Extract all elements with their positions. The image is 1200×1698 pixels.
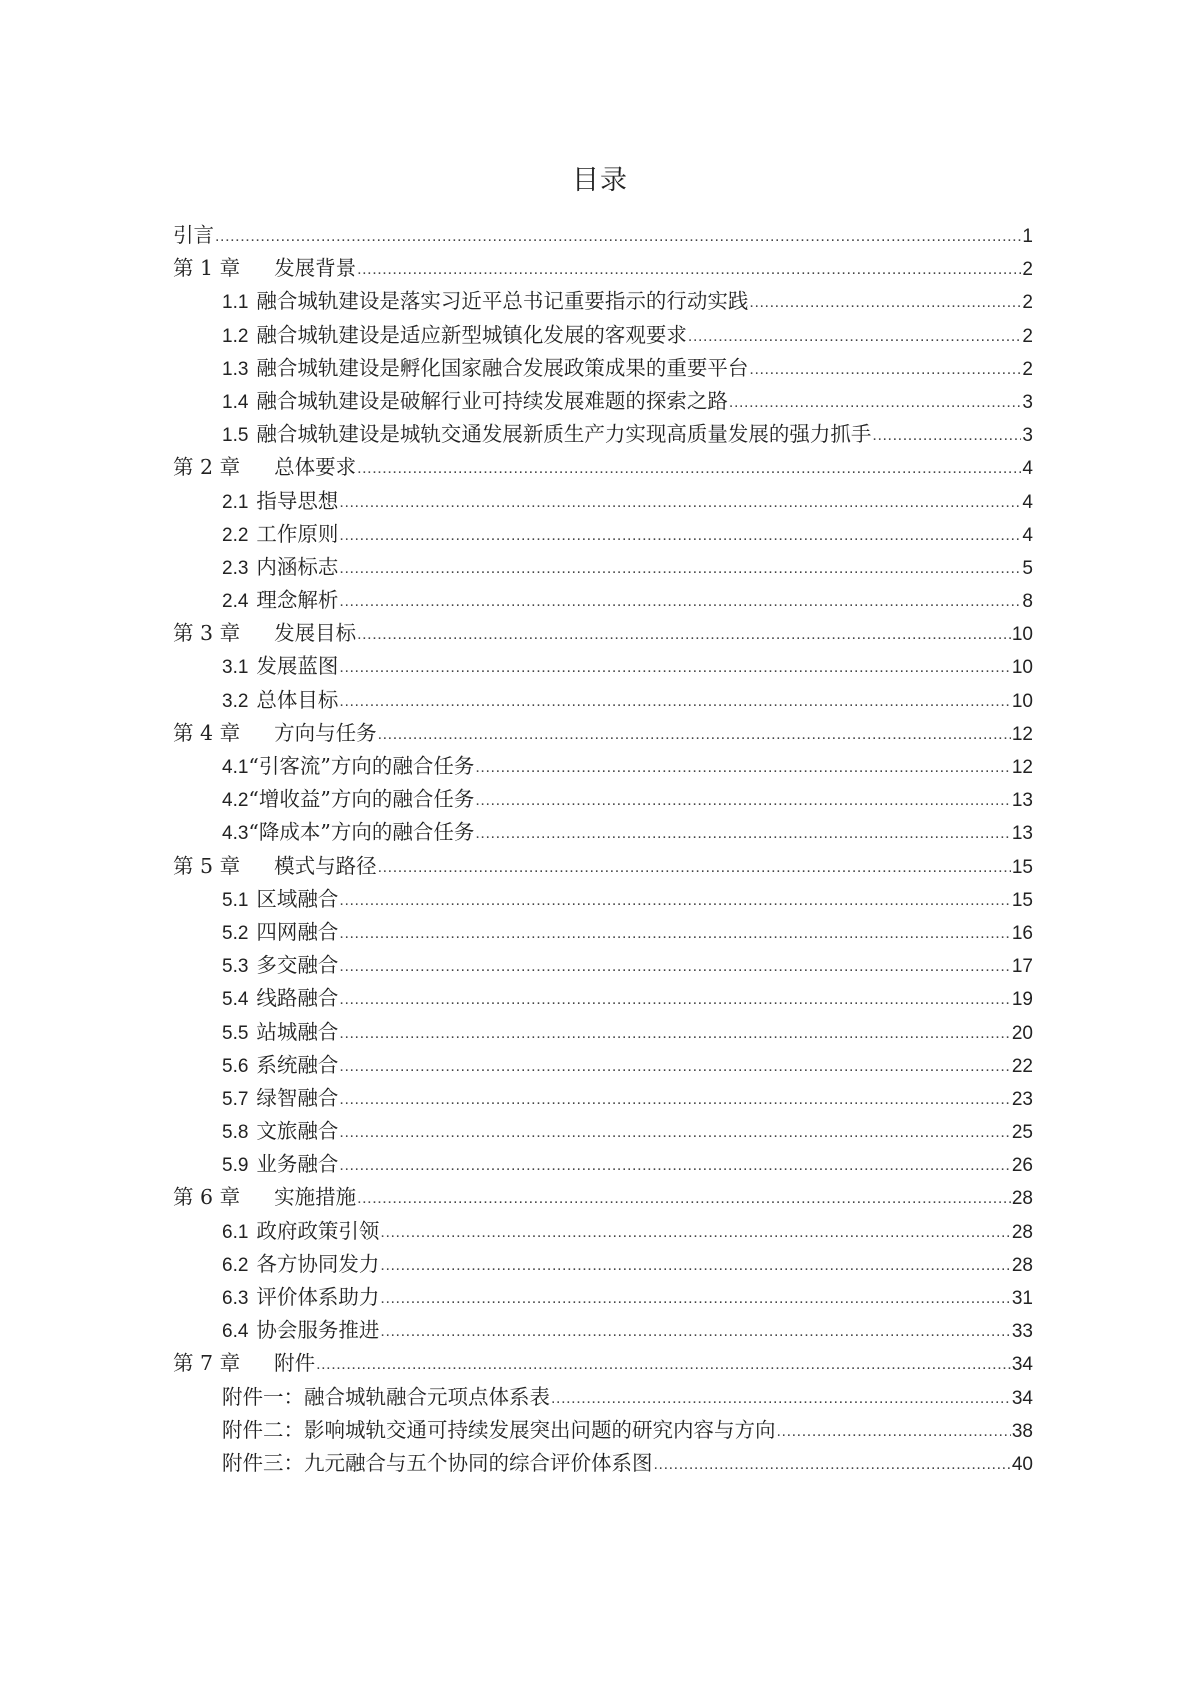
toc-entry-label: 引言 (173, 223, 214, 247)
toc-entry-label: 发展目标 (274, 621, 357, 646)
toc-entry-page-number: 2 (1022, 358, 1033, 380)
toc-entry-page-number: 20 (1011, 1022, 1033, 1044)
toc-entry-page-number: 16 (1011, 922, 1033, 944)
toc-entry-label: 理念解析 (256, 588, 339, 613)
toc-entry-label: 政府政策引领 (256, 1218, 380, 1243)
toc-entry[interactable] (173, 1115, 1033, 1148)
toc-entry[interactable] (173, 285, 1033, 318)
toc-entry-page-number: 10 (1011, 690, 1033, 712)
toc-entry[interactable] (173, 418, 1033, 451)
toc-entry-page-number: 28 (1011, 1254, 1033, 1276)
toc-entry[interactable] (173, 451, 1033, 484)
toc-entry[interactable] (173, 1148, 1033, 1181)
toc-entry-page-number: 23 (1011, 1088, 1033, 1110)
dot-leader (339, 950, 1010, 983)
toc-entry-number: 2.3 (222, 557, 249, 579)
toc-entry-page-number: 17 (1011, 956, 1033, 978)
toc-entry-page-number: 34 (1011, 1354, 1033, 1376)
toc-entry-page-number: 34 (1011, 1387, 1033, 1409)
toc-entry-number: 第 2 章 (173, 455, 241, 480)
toc-entry-label: 融合城轨建设是孵化国家融合发展政策成果的重要平台 (256, 355, 749, 380)
dot-leader (339, 685, 1010, 718)
toc-entry-number: 4.3 (222, 823, 249, 845)
toc-entry[interactable] (173, 982, 1033, 1015)
toc-entry-label: 业务融合 (256, 1152, 339, 1177)
toc-entry[interactable] (173, 319, 1033, 352)
toc-entry-page-number: 12 (1011, 723, 1033, 745)
toc-entry[interactable] (173, 750, 1033, 783)
toc-entry[interactable] (173, 551, 1033, 584)
toc-entry-number: 1.5 (222, 425, 249, 447)
toc-entry-label: 附件一：融合城轨融合元项点体系表 (222, 1384, 550, 1409)
dot-leader (357, 1182, 1011, 1215)
toc-entry-number: 3.2 (222, 690, 249, 712)
toc-entry[interactable] (173, 1381, 1033, 1414)
toc-entry[interactable] (173, 916, 1033, 949)
toc-entry[interactable] (173, 617, 1033, 650)
dot-leader (378, 851, 1011, 884)
dot-leader (777, 1415, 1011, 1448)
toc-entry[interactable] (173, 1049, 1033, 1082)
toc-entry-page-number: 15 (1011, 856, 1033, 878)
toc-entry-number: 6.3 (222, 1288, 249, 1309)
dot-leader (688, 320, 1022, 353)
toc-entry-page-number: 25 (1011, 1122, 1033, 1144)
toc-entry-number: 第 3 章 (173, 621, 241, 646)
toc-entry-label: 发展背景 (274, 256, 357, 281)
toc-entry-number: 6.2 (222, 1254, 249, 1276)
dot-leader (339, 552, 1021, 585)
dot-leader (749, 286, 1021, 319)
toc-entry-label: 实施措施 (274, 1185, 357, 1210)
toc-entry[interactable] (173, 485, 1033, 518)
dot-leader (475, 784, 1010, 817)
toc-entry-page-number: 33 (1011, 1321, 1033, 1343)
toc-entry-page-number: 4 (1022, 458, 1033, 480)
toc-entry[interactable] (173, 352, 1033, 385)
dot-leader (475, 751, 1010, 784)
toc-entry-label: 附件三：九元融合与五个协同的综合评价体系图 (222, 1450, 653, 1475)
toc-entry[interactable] (173, 717, 1033, 750)
dot-leader (339, 486, 1021, 519)
toc-entry-label: 多交融合 (256, 953, 339, 978)
toc-entry-number: 5.7 (222, 1088, 249, 1110)
dot-leader (339, 1083, 1010, 1116)
toc-entry-label: 线路融合 (256, 986, 339, 1011)
toc-entry-label: 融合城轨建设是落实习近平总书记重要指示的行动实践 (256, 289, 749, 314)
dot-leader (357, 452, 1021, 485)
toc-entry-number: 6.4 (222, 1321, 249, 1343)
toc-entry[interactable] (173, 1248, 1033, 1281)
dot-leader (380, 1315, 1010, 1348)
toc-entry-label: 总体目标 (256, 687, 339, 712)
toc-entry-label: “引客流”方向的融合任务 (248, 754, 475, 778)
toc-entry-page-number: 10 (1011, 657, 1033, 679)
toc-entry-page-number: 26 (1011, 1155, 1033, 1177)
toc-entry[interactable] (173, 1314, 1033, 1347)
toc-entry-label: 附件二：影响城轨交通可持续发展突出问题的研究内容与方向 (222, 1417, 776, 1442)
toc-title: 目录 (572, 165, 628, 196)
toc-entry-page-number: 15 (1011, 889, 1033, 911)
toc-entry-label: 融合城轨建设是适应新型城镇化发展的客观要求 (256, 322, 687, 347)
toc-entry-number: 第 6 章 (173, 1185, 241, 1210)
toc-entry-number: 4.2 (222, 790, 249, 812)
toc-entry-label: 融合城轨建设是城轨交通发展新质生产力实现高质量发展的强力抓手 (256, 422, 872, 447)
toc-entry-number: 5.1 (222, 889, 249, 911)
toc-entry-page-number: 13 (1011, 823, 1033, 845)
toc-entry[interactable] (173, 385, 1033, 418)
toc-entry[interactable] (173, 252, 1033, 285)
table-of-contents (173, 219, 1033, 1480)
toc-entry-label: “降成本”方向的融合任务 (248, 820, 475, 845)
toc-entry-label: 总体要求 (274, 455, 357, 480)
toc-entry-label: 各方协同发力 (256, 1251, 380, 1276)
toc-entry-page-number: 28 (1011, 1221, 1033, 1243)
toc-entry-page-number: 1 (1022, 226, 1033, 247)
toc-entry-number: 5.9 (222, 1155, 249, 1177)
dot-leader (339, 651, 1010, 684)
toc-entry[interactable] (173, 584, 1033, 617)
toc-entry-page-number: 2 (1022, 259, 1033, 281)
toc-entry-number: 2.1 (222, 491, 249, 513)
toc-entry-page-number: 8 (1022, 591, 1033, 613)
toc-entry[interactable] (173, 1414, 1033, 1447)
toc-entry[interactable] (173, 949, 1033, 982)
dot-leader (339, 917, 1010, 950)
toc-entry-page-number: 4 (1022, 491, 1033, 513)
toc-entry-label: 站城融合 (256, 1019, 339, 1044)
toc-entry[interactable] (173, 1181, 1033, 1214)
dot-leader (316, 1348, 1011, 1381)
toc-entry-label: 方向与任务 (274, 720, 377, 745)
toc-entry-number: 第 7 章 (173, 1351, 241, 1376)
dot-leader (872, 419, 1021, 452)
toc-entry-number: 1.3 (222, 358, 249, 380)
dot-leader (654, 1448, 1011, 1481)
toc-entry[interactable] (173, 816, 1033, 849)
dot-leader (357, 618, 1011, 651)
toc-entry[interactable] (173, 1347, 1033, 1380)
toc-entry-number: 2.2 (222, 524, 249, 546)
dot-leader (380, 1216, 1010, 1249)
toc-entry-label: 附件 (274, 1351, 316, 1376)
toc-entry-label: 四网融合 (256, 919, 339, 944)
toc-entry-label: 系统融合 (256, 1052, 339, 1077)
toc-entry-page-number: 3 (1022, 391, 1033, 413)
toc-entry-label: 模式与路径 (274, 853, 377, 878)
toc-entry-page-number: 2 (1022, 325, 1033, 347)
toc-entry-label: 协会服务推进 (256, 1318, 380, 1343)
toc-entry-number: 第 4 章 (173, 720, 241, 745)
toc-entry[interactable] (173, 650, 1033, 683)
dot-leader (339, 884, 1010, 917)
toc-entry-number: 5.4 (222, 989, 249, 1011)
toc-entry-page-number: 38 (1011, 1420, 1033, 1442)
toc-entry-number: 4.1 (222, 757, 249, 778)
toc-entry-number: 5.2 (222, 922, 249, 944)
toc-entry-number: 5.3 (222, 956, 249, 978)
dot-leader (339, 1149, 1010, 1182)
toc-entry-number: 第 1 章 (173, 256, 241, 281)
toc-entry-label: 发展蓝图 (256, 654, 339, 679)
toc-entry[interactable] (173, 1215, 1033, 1248)
dot-leader (551, 1382, 1011, 1415)
toc-entry-page-number: 13 (1011, 790, 1033, 812)
toc-entry-number: 5.8 (222, 1122, 249, 1144)
toc-entry-label: 指导思想 (256, 488, 339, 513)
toc-entry-number: 1.2 (222, 325, 249, 347)
toc-entry[interactable] (173, 783, 1033, 816)
toc-entry[interactable] (173, 1281, 1033, 1314)
toc-entry-page-number: 12 (1011, 757, 1033, 778)
dot-leader (475, 817, 1010, 850)
toc-entry[interactable] (173, 883, 1033, 916)
dot-leader (339, 585, 1021, 618)
dot-leader (339, 519, 1021, 552)
toc-entry-number: 3.1 (222, 657, 249, 679)
toc-entry-page-number: 40 (1011, 1453, 1033, 1475)
toc-entry-number: 6.1 (222, 1221, 249, 1243)
toc-entry[interactable] (173, 518, 1033, 551)
toc-entry-label: 融合城轨建设是破解行业可持续发展难题的探索之路 (256, 388, 728, 413)
dot-leader (729, 386, 1022, 419)
toc-entry[interactable] (173, 850, 1033, 883)
toc-entry-page-number: 28 (1011, 1188, 1033, 1210)
toc-entry-page-number: 31 (1011, 1288, 1033, 1309)
toc-entry[interactable] (173, 1082, 1033, 1115)
toc-entry-label: 工作原则 (256, 521, 339, 546)
dot-leader (339, 1017, 1010, 1050)
toc-entry-number: 1.4 (222, 391, 249, 413)
toc-entry-number: 2.4 (222, 591, 249, 613)
toc-entry-page-number: 5 (1022, 557, 1033, 579)
toc-entry-label: 文旅融合 (256, 1119, 339, 1144)
toc-entry[interactable] (173, 1016, 1033, 1049)
toc-entry-number: 1.1 (222, 292, 249, 314)
toc-entry-number: 5.6 (222, 1055, 249, 1077)
toc-entry-page-number: 2 (1022, 292, 1033, 314)
dot-leader (215, 220, 1021, 253)
dot-leader (357, 253, 1021, 286)
dot-leader (339, 983, 1010, 1016)
dot-leader (378, 718, 1011, 751)
toc-entry-label: 区域融合 (256, 886, 339, 911)
toc-entry-label: 评价体系助力 (256, 1285, 380, 1309)
dot-leader (339, 1116, 1010, 1149)
toc-entry[interactable] (173, 219, 1033, 252)
toc-entry-label: 内涵标志 (256, 554, 339, 579)
toc-entry-number: 5.5 (222, 1022, 249, 1044)
toc-entry[interactable] (173, 1447, 1033, 1480)
toc-entry-page-number: 3 (1022, 425, 1033, 447)
dot-leader (749, 353, 1021, 386)
dot-leader (339, 1050, 1010, 1083)
toc-entry-label: 绿智融合 (256, 1085, 339, 1110)
toc-entry[interactable] (173, 684, 1033, 717)
toc-entry-label: “增收益”方向的融合任务 (248, 787, 475, 812)
toc-entry-page-number: 10 (1011, 624, 1033, 646)
toc-entry-page-number: 19 (1011, 989, 1033, 1011)
toc-entry-page-number: 22 (1011, 1055, 1033, 1077)
dot-leader (380, 1249, 1010, 1282)
toc-entry-number: 第 5 章 (173, 853, 241, 878)
toc-entry-page-number: 4 (1022, 524, 1033, 546)
dot-leader (380, 1282, 1010, 1315)
